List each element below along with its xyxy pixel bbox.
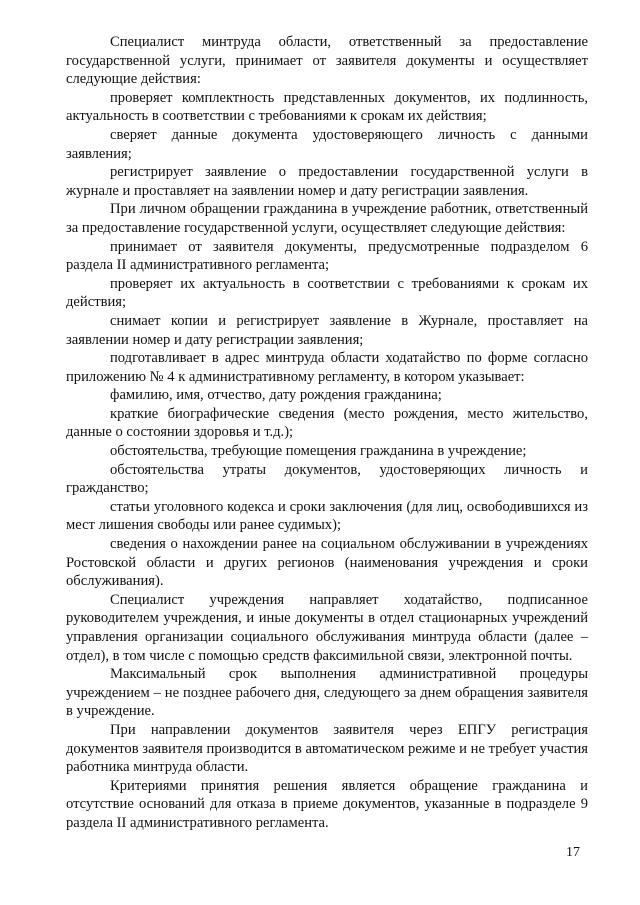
paragraph: Специалист учреждения направляет ходатайство, подписанное руководителем учреждения, и иные документы в отдел стационарных учреждений управления организации социального обслуживания минтруда области (далее – отдел), в том числе с помощью средств факсимильной связи, электронной почты.	[66, 591, 588, 664]
paragraph: фамилию, имя, отчество, дату рождения гражданина;	[110, 387, 442, 404]
paragraph: сверяет данные документа удостоверяющего личность с данными заявления;	[66, 126, 588, 162]
paragraph: проверяет их актуальность в соответствии с требованиями к срокам их действия;	[66, 275, 588, 311]
paragraph: краткие биографические сведения (место рождения, место жительство, данные о состоянии здоровья и т.д.);	[66, 405, 588, 441]
paragraph: обстоятельства, требующие помещения гражданина в учреждение;	[110, 443, 527, 460]
paragraph: подготавливает в адрес минтруда области ходатайство по форме согласно приложению № 4 к административному регламенту, в котором указывает:	[66, 350, 588, 385]
paragraph: проверяет комплектность представленных документов, их подлинность, актуальность в соответствии с требованиями к срокам их действия;	[66, 89, 588, 125]
document-body	[66, 33, 588, 833]
paragraph: статьи уголовного кодекса и сроки заключения (для лиц, освободившихся из мест лишения свободы или ранее судимых);	[66, 498, 588, 534]
paragraph: снимает копии и регистрирует заявление в Журнале, проставляет на заявлении номер и дату регистрации заявления;	[66, 312, 588, 348]
paragraph: сведения о нахождении ранее на социальном обслуживании в учреждениях Ростовской области и других регионов (наименования учреждения и сроки обслуживания).	[66, 536, 588, 590]
paragraph: Максимальный срок выполнения административной процедуры учреждением – не позднее рабочего дня, следующего за днем обращения заявителя в учреждение.	[66, 666, 588, 720]
paragraph: Критериями принятия решения является обращение гражданина и отсутствие оснований для отказа в приеме документов, указанные в подразделе 9 раздела II административного регламента.	[66, 777, 588, 831]
paragraph: регистрирует заявление о предоставлении государственной услуги в журнале и проставляет на заявлении номер и дату регистрации заявления.	[66, 164, 588, 199]
page-number: 17	[566, 845, 580, 860]
paragraph: Специалист минтруда области, ответственный за предоставление государственной услуги, принимает от заявителя документы и осуществляет следующие действия:	[66, 34, 588, 88]
paragraph: принимает от заявителя документы, предусмотренные подразделом 6 раздела II административного регламента;	[66, 238, 588, 274]
paragraph: При направлении документов заявителя через ЕПГУ регистрация документов заявителя производится в автоматическом режиме и не требует участия работника минтруда области.	[66, 721, 588, 776]
paragraph: При личном обращении гражданина в учреждение работник, ответственный за предоставление государственной услуги, осуществляет следующие действия:	[66, 201, 588, 236]
paragraph: обстоятельства утраты документов, удостоверяющих личность и гражданство;	[66, 461, 588, 497]
